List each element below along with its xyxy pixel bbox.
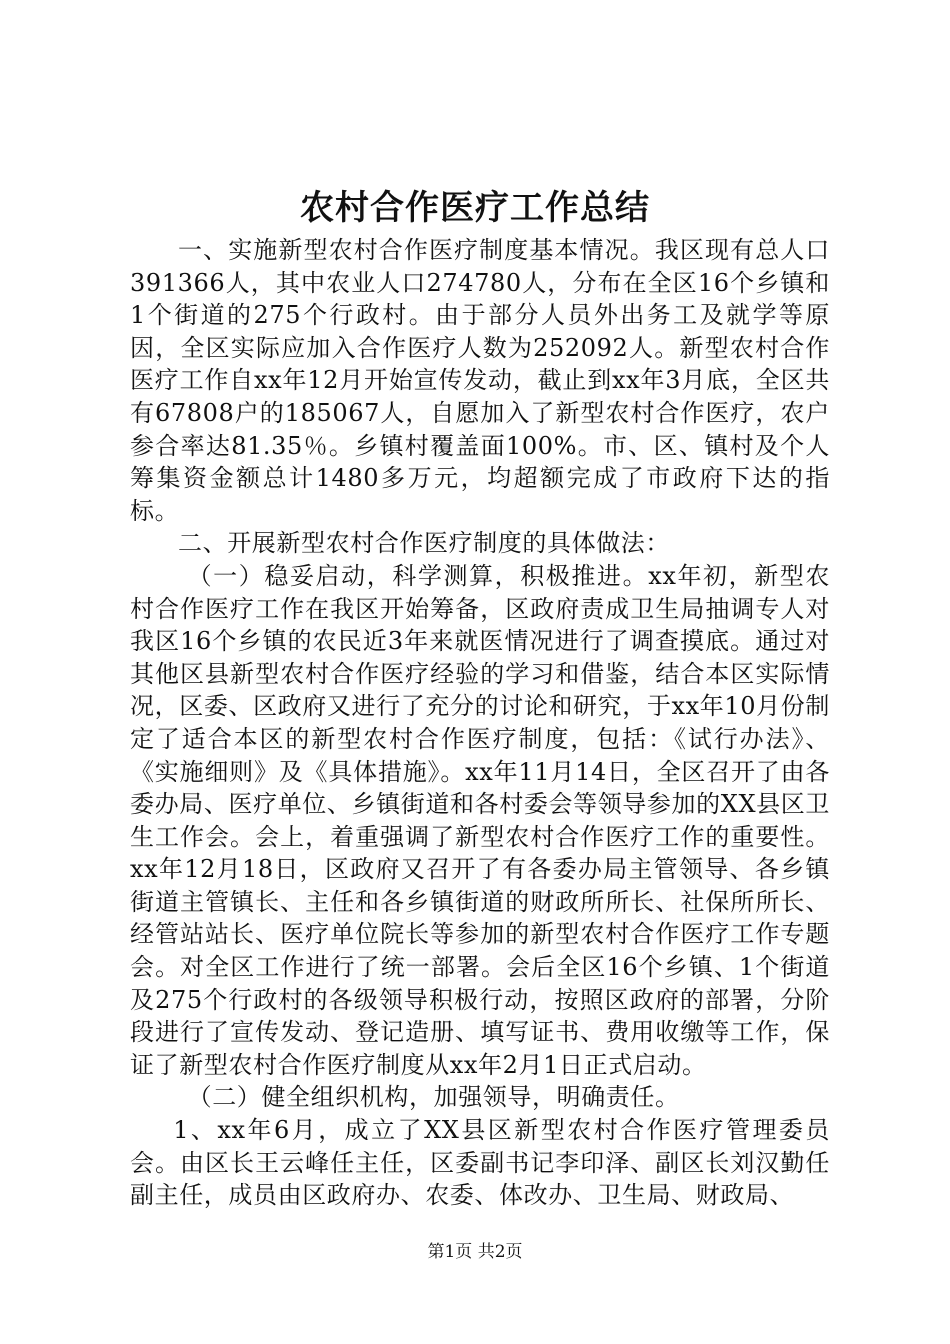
page-number-footer: 第1页 共2页 [427, 1242, 523, 1262]
paragraph-subsection-one: （一）稳妥启动，科学测算，积极推进。xx年初，新型农村合作医疗工作在我区开始筹备，区政府责成卫生局抽调专人对我区16个乡镇的农民近3年来就医情况进行了调查摸底。通过对其他区县新型农村合作医疗经验的学习和借鉴，结合本区实际情况，区委、区政府又进行了充分的讨论和研究，于xx年10月份制定了适合本区的新型农村合作医疗制度，包括：《试行办法》、《实施细则》及《具体措施》。xx年11月14日，全区召开了由各委办局、医疗单位、乡镇街道和各村委会等领导参加的XX县区卫生工作会。会上，着重强调了新型农村合作医疗工作的重要性。xx年12月18日，区政府又召开了有各委办局主管领导、各乡镇街道主管镇长、主任和各乡镇街道的财政所所长、社保所所长、经管站站长、医疗单位院长等参加的新型农村合作医疗工作专题会。对全区工作进行了统一部署。会后全区16个乡镇、1个街道及275个行政村的各级领导积极行动，按照区政府的部署，分阶段进行了宣传发动、登记造册、填写证书、费用收缴等工作，保证了新型农村合作医疗制度从xx年2月1日正式启动。 [130, 561, 830, 1079]
document-body [130, 234, 830, 1212]
document-title: 农村合作医疗工作总结 [300, 188, 650, 228]
paragraph-section-two-heading: 二、开展新型农村合作医疗制度的具体做法： [178, 529, 670, 558]
paragraph-item-one: 1、xx年6月，成立了XX县区新型农村合作医疗管理委员会。由区长王云峰任主任，区委副书记李印泽、副区长刘汉勤任副主任，成员由区政府办、农委、体改办、卫生局、财政局、 [130, 1116, 830, 1210]
paragraph-basic-situation: 一、实施新型农村合作医疗制度基本情况。我区现有总人口391366人，其中农业人口274780人，分布在全区16个乡镇和1个街道的275个行政村。由于部分人员外出务工及就学等原因，全区实际应加入合作医疗人数为252092人。新型农村合作医疗工作自xx年12月开始宣传发动，截止到xx年3月底，全区共有67808户的185067人，自愿加入了新型农村合作医疗，农户参合率达81.35％。乡镇村覆盖面100%。市、区、镇村及个人筹集资金额总计1480多万元，均超额完成了市政府下达的指标。 [130, 236, 830, 525]
paragraph-subsection-two-heading: （二）健全组织机构，加强领导，明确责任。 [187, 1083, 680, 1112]
